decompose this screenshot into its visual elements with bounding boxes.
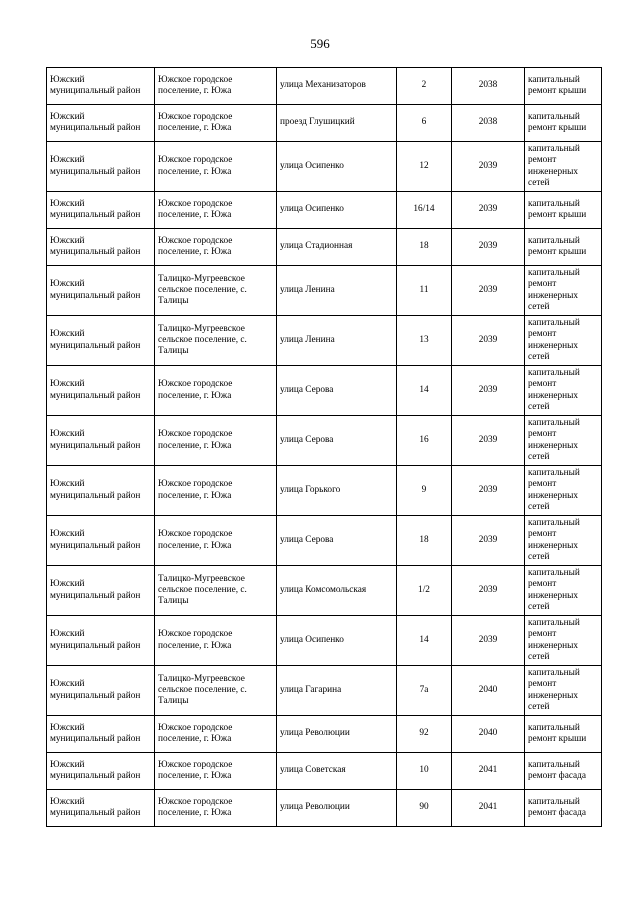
year-cell: 2041 [452, 790, 525, 827]
district-cell: Южский муниципальный район [47, 266, 155, 316]
settlement-cell: Талицко-Мугреевское сельское поселение, с. Талицы [155, 266, 277, 316]
settlement-cell: Южское городское поселение, г. Южа [155, 229, 277, 266]
work-type-cell: капитальный ремонт фасада [525, 790, 602, 827]
street-cell: улица Механизаторов [277, 68, 397, 105]
year-cell: 2040 [452, 666, 525, 716]
house-number-cell: 90 [397, 790, 452, 827]
table-row [47, 229, 602, 266]
house-number-cell: 10 [397, 753, 452, 790]
table-row [47, 316, 602, 366]
district-cell: Южский муниципальный район [47, 229, 155, 266]
table-row [47, 68, 602, 105]
work-type-cell: капитальный ремонт крыши [525, 68, 602, 105]
settlement-cell: Южское городское поселение, г. Южа [155, 142, 277, 192]
district-cell: Южский муниципальный район [47, 366, 155, 416]
table-row [47, 790, 602, 827]
street-cell: улица Революции [277, 716, 397, 753]
street-cell: улица Осипенко [277, 142, 397, 192]
street-cell: улица Революции [277, 790, 397, 827]
year-cell: 2039 [452, 416, 525, 466]
house-number-cell: 7а [397, 666, 452, 716]
table-row [47, 266, 602, 316]
year-cell: 2039 [452, 566, 525, 616]
district-cell: Южский муниципальный район [47, 516, 155, 566]
street-cell: улица Осипенко [277, 192, 397, 229]
housing-repair-table [46, 67, 602, 827]
house-number-cell: 2 [397, 68, 452, 105]
street-cell: улица Серова [277, 516, 397, 566]
street-cell: улица Серова [277, 366, 397, 416]
house-number-cell: 12 [397, 142, 452, 192]
street-cell: улица Осипенко [277, 616, 397, 666]
work-type-cell: капитальный ремонт инженерных сетей [525, 266, 602, 316]
year-cell: 2039 [452, 316, 525, 366]
work-type-cell: капитальный ремонт инженерных сетей [525, 466, 602, 516]
district-cell: Южский муниципальный район [47, 753, 155, 790]
house-number-cell: 9 [397, 466, 452, 516]
year-cell: 2039 [452, 266, 525, 316]
street-cell: улица Ленина [277, 266, 397, 316]
year-cell: 2039 [452, 516, 525, 566]
settlement-cell: Талицко-Мугреевское сельское поселение, с. Талицы [155, 316, 277, 366]
settlement-cell: Южское городское поселение, г. Южа [155, 105, 277, 142]
table-row [47, 753, 602, 790]
house-number-cell: 11 [397, 266, 452, 316]
district-cell: Южский муниципальный район [47, 566, 155, 616]
year-cell: 2038 [452, 68, 525, 105]
district-cell: Южский муниципальный район [47, 142, 155, 192]
work-type-cell: капитальный ремонт инженерных сетей [525, 666, 602, 716]
district-cell: Южский муниципальный район [47, 790, 155, 827]
district-cell: Южский муниципальный район [47, 105, 155, 142]
house-number-cell: 14 [397, 366, 452, 416]
street-cell: улица Ленина [277, 316, 397, 366]
house-number-cell: 13 [397, 316, 452, 366]
settlement-cell: Южское городское поселение, г. Южа [155, 616, 277, 666]
street-cell: улица Гагарина [277, 666, 397, 716]
year-cell: 2040 [452, 716, 525, 753]
table-row [47, 366, 602, 416]
street-cell: улица Комсомольская [277, 566, 397, 616]
house-number-cell: 14 [397, 616, 452, 666]
house-number-cell: 1/2 [397, 566, 452, 616]
settlement-cell: Южское городское поселение, г. Южа [155, 790, 277, 827]
settlement-cell: Южское городское поселение, г. Южа [155, 716, 277, 753]
year-cell: 2039 [452, 466, 525, 516]
street-cell: улица Горького [277, 466, 397, 516]
settlement-cell: Южское городское поселение, г. Южа [155, 466, 277, 516]
house-number-cell: 16/14 [397, 192, 452, 229]
work-type-cell: капитальный ремонт инженерных сетей [525, 416, 602, 466]
house-number-cell: 6 [397, 105, 452, 142]
work-type-cell: капитальный ремонт инженерных сетей [525, 566, 602, 616]
year-cell: 2041 [452, 753, 525, 790]
work-type-cell: капитальный ремонт инженерных сетей [525, 142, 602, 192]
table-row [47, 516, 602, 566]
year-cell: 2039 [452, 229, 525, 266]
work-type-cell: капитальный ремонт крыши [525, 229, 602, 266]
district-cell: Южский муниципальный район [47, 716, 155, 753]
district-cell: Южский муниципальный район [47, 466, 155, 516]
page-number: 596 [310, 36, 330, 51]
table-row [47, 416, 602, 466]
settlement-cell: Южское городское поселение, г. Южа [155, 68, 277, 105]
work-type-cell: капитальный ремонт инженерных сетей [525, 616, 602, 666]
year-cell: 2039 [452, 366, 525, 416]
district-cell: Южский муниципальный район [47, 192, 155, 229]
street-cell: улица Серова [277, 416, 397, 466]
work-type-cell: капитальный ремонт крыши [525, 192, 602, 229]
district-cell: Южский муниципальный район [47, 666, 155, 716]
work-type-cell: капитальный ремонт инженерных сетей [525, 366, 602, 416]
district-cell: Южский муниципальный район [47, 616, 155, 666]
year-cell: 2038 [452, 105, 525, 142]
settlement-cell: Южское городское поселение, г. Южа [155, 516, 277, 566]
house-number-cell: 16 [397, 416, 452, 466]
work-type-cell: капитальный ремонт инженерных сетей [525, 316, 602, 366]
settlement-cell: Южское городское поселение, г. Южа [155, 416, 277, 466]
year-cell: 2039 [452, 192, 525, 229]
year-cell: 2039 [452, 142, 525, 192]
street-cell: улица Стадионная [277, 229, 397, 266]
district-cell: Южский муниципальный район [47, 68, 155, 105]
work-type-cell: капитальный ремонт крыши [525, 716, 602, 753]
street-cell: улица Советская [277, 753, 397, 790]
table-row [47, 716, 602, 753]
table-row [47, 105, 602, 142]
house-number-cell: 18 [397, 229, 452, 266]
table-row [47, 142, 602, 192]
table-row [47, 616, 602, 666]
district-cell: Южский муниципальный район [47, 316, 155, 366]
year-cell: 2039 [452, 616, 525, 666]
house-number-cell: 92 [397, 716, 452, 753]
street-cell: проезд Глушицкий [277, 105, 397, 142]
table-row [47, 666, 602, 716]
house-number-cell: 18 [397, 516, 452, 566]
settlement-cell: Южское городское поселение, г. Южа [155, 192, 277, 229]
table-row [47, 192, 602, 229]
work-type-cell: капитальный ремонт крыши [525, 105, 602, 142]
settlement-cell: Талицко-Мугреевское сельское поселение, с. Талицы [155, 566, 277, 616]
district-cell: Южский муниципальный район [47, 416, 155, 466]
settlement-cell: Южское городское поселение, г. Южа [155, 366, 277, 416]
table-row [47, 466, 602, 516]
work-type-cell: капитальный ремонт инженерных сетей [525, 516, 602, 566]
work-type-cell: капитальный ремонт фасада [525, 753, 602, 790]
table-row [47, 566, 602, 616]
settlement-cell: Южское городское поселение, г. Южа [155, 753, 277, 790]
settlement-cell: Талицко-Мугреевское сельское поселение, с. Талицы [155, 666, 277, 716]
